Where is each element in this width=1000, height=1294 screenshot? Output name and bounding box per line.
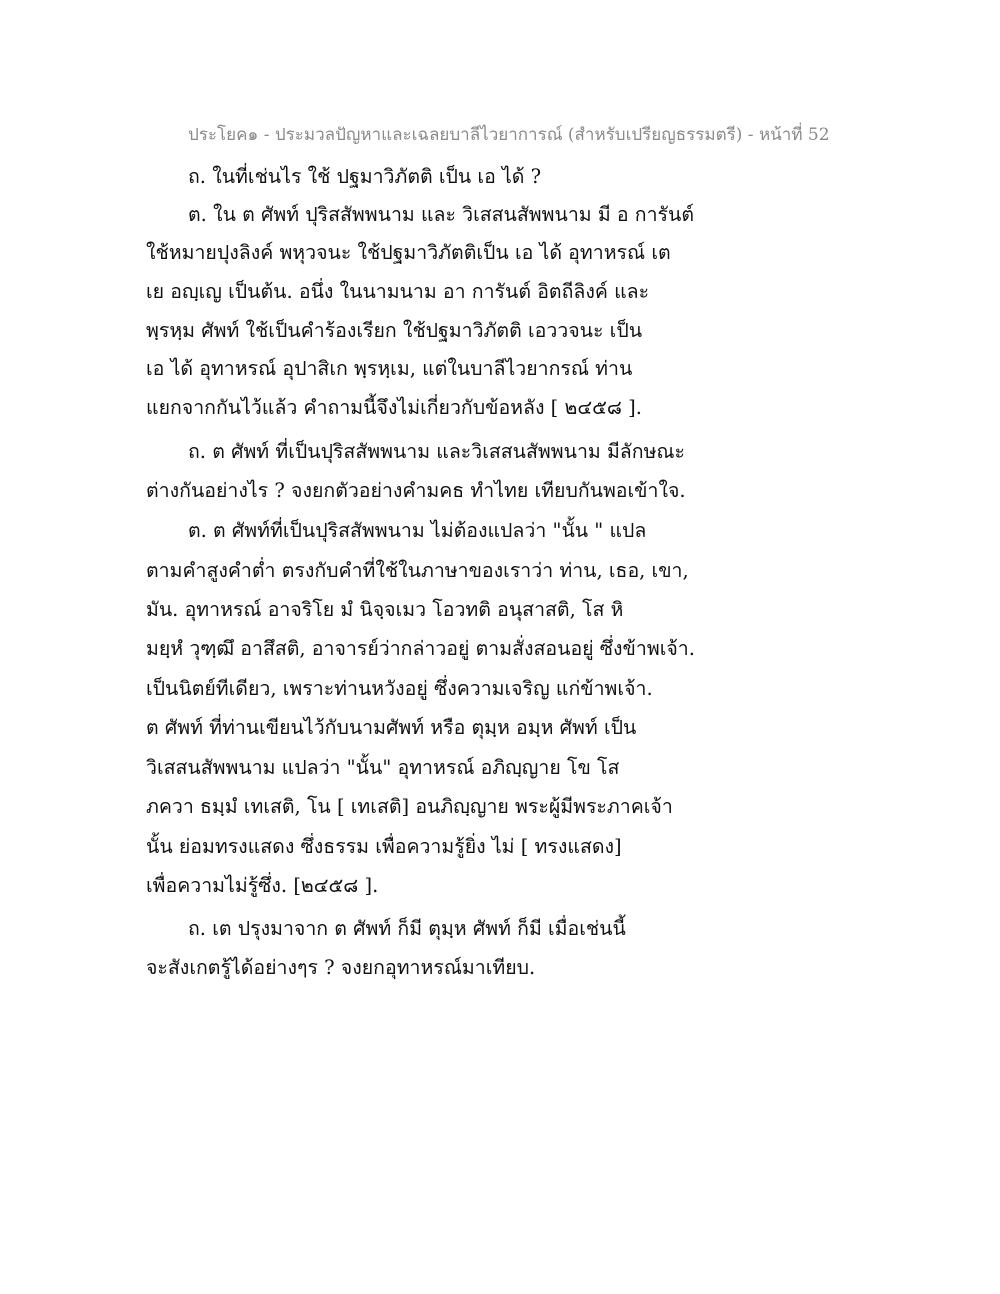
text-line: ถ. ในที่เช่นไร ใช้ ปฐมาวิภัตติ เป็น เอ ได้ ? <box>188 165 542 188</box>
text-line: นั้น ย่อมทรงแสดง ซึ่งธรรม เพื่อความรู้ยิ่ง ไม่ [ ทรงแสดง] <box>146 835 622 858</box>
text-line: ต ศัพท์ ที่ท่านเขียนไว้กับนามศัพท์ หรือ ตุมฺห อมฺห ศัพท์ เป็น <box>146 716 637 739</box>
text-line: ภควา ธมฺมํ เทเสติ, โน [ เทเสติ] อนภิญฺญาย พระผู้มีพระภาคเจ้า <box>146 795 673 818</box>
text-line: พฺรหฺม ศัพท์ ใช้เป็นคำร้องเรียก ใช้ปฐมาวิภัตติ เอววจนะ เป็น <box>146 319 643 342</box>
text-line: จะสังเกตรู้ได้อย่างๆร ? จงยกอุทาหรณ์มาเทียบ. <box>146 956 536 979</box>
text-line: เย อญฺเญ เป็นต้น. อนึ่ง ในนามนาม อา การันต์ อิตถีลิงค์ และ <box>146 280 650 303</box>
text-line: เป็นนิตย์ทีเดียว, เพราะท่านหวังอยู่ ซึ่งความเจริญ แก่ข้าพเจ้า. <box>146 677 653 700</box>
text-line: ใช้หมายปุงลิงค์ พหุวจนะ ใช้ปฐมาวิภัตติเป็น เอ ได้ อุทาหรณ์ เต <box>146 241 671 264</box>
text-line: ต่างกันอย่างไร ? จงยกตัวอย่างคำมคธ ทำไทย เทียบกันพอเข้าใจ. <box>146 479 686 502</box>
text-line: มัน. อุทาหรณ์ อาจริโย มํ นิจฺจเมว โอวทติ อนุสาสติ, โส หิ <box>146 598 624 621</box>
text-line: ต. ต ศัพท์ที่เป็นปุริสสัพพนาม ไม่ต้องแปลว่า "นั้น " แปล <box>188 519 647 542</box>
text-line: ตามคำสูงคำต่ำ ตรงกับคำที่ใช้ในภาษาของเราว่า ท่าน, เธอ, เขา, <box>146 559 689 582</box>
text-line: วิเสสนสัพพนาม แปลว่า "นั้น" อุทาหรณ์ อภิญฺญาย โข โส <box>146 756 620 779</box>
text-line: ต. ใน ต ศัพท์ ปุริสสัพพนาม และ วิเสสนสัพพนาม มี อ การันต์ <box>188 203 695 226</box>
text-line: มยฺหํ วุฑฺฒึ อาสึสติ, อาจารย์ว่ากล่าวอยู่ ตามสั่งสอนอยู่ ซึ่งข้าพเจ้า. <box>146 637 695 660</box>
text-line: เอ ได้ อุทาหรณ์ อุปาสิเก พฺรหฺเม, แต่ในบาลีไวยากรณ์ ท่าน <box>146 357 633 380</box>
running-header: ประโยค๑ - ประมวลปัญหาและเฉลยบาลีไวยาการณ์ (สำหรับเปรียญธรรมตรี) - หน้าที่ 52 <box>188 125 830 145</box>
text-line: ถ. เต ปรุงมาจาก ต ศัพท์ ก็มี ตุมฺห ศัพท์ ก็มี เมื่อเช่นนี้ <box>188 917 626 940</box>
text-line: แยกจากกันไว้แล้ว คำถามนี้จึงไม่เกี่ยวกับข้อหลัง [ ๒๔๕๘ ]. <box>146 396 642 419</box>
text-line: เพื่อความไม่รู้ซึ่ง. [๒๔๕๘ ]. <box>146 874 379 897</box>
text-line: ถ. ต ศัพท์ ที่เป็นปุริสสัพพนาม และวิเสสนสัพพนาม มีลักษณะ <box>188 440 685 463</box>
